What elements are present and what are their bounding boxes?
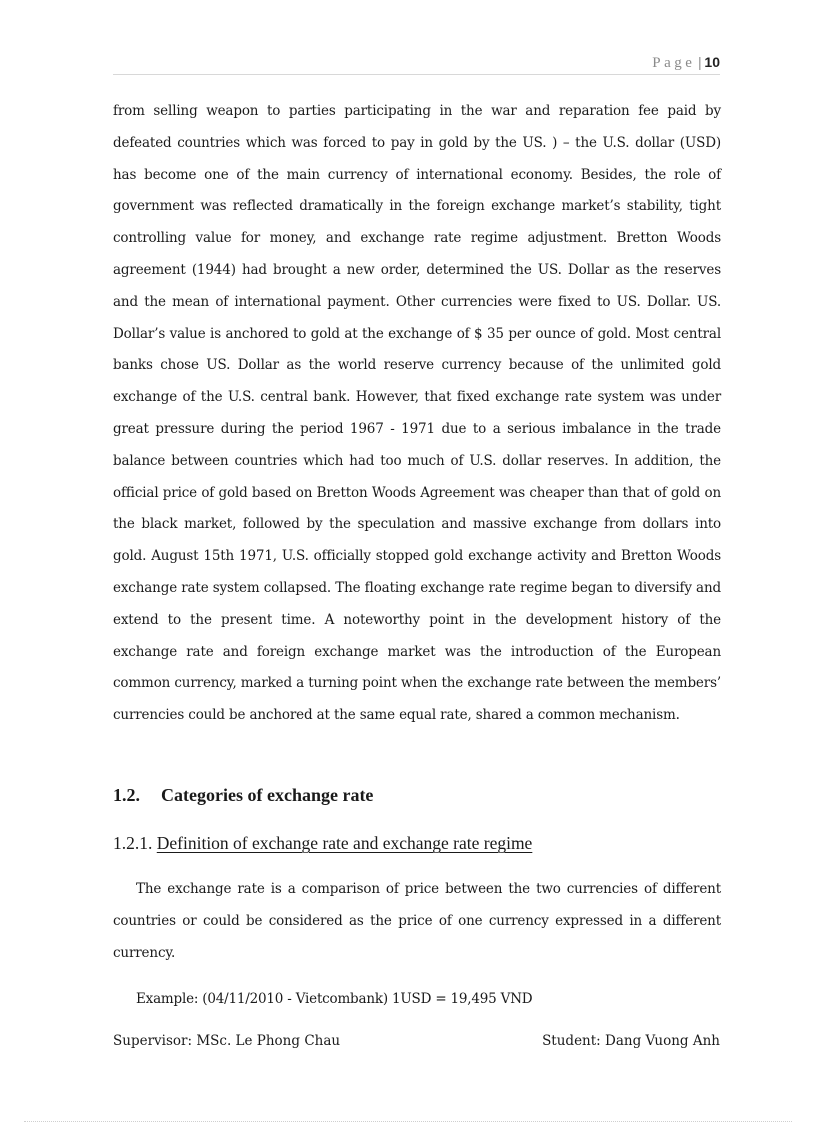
- subsection-title: Definition of exchange rate and exchange rate regime: [156, 833, 533, 853]
- definition-paragraph: The exchange rate is a comparison of price between the two currencies of different countries or could be considered as the price of one currency expressed in a different currency.: [113, 881, 721, 961]
- page-bottom-divider: [24, 1121, 792, 1122]
- section-number: 1.2.: [113, 785, 140, 805]
- page-footer: [113, 1026, 720, 1057]
- section-heading: [113, 782, 373, 808]
- footer-student: Student: Dang Vuong Anh: [542, 1033, 720, 1049]
- section-title: Categories of exchange rate: [161, 785, 374, 805]
- subsection-number: 1.2.1.: [113, 833, 153, 853]
- example-line: Example: (04/11/2010 - Vietcombank) 1USD = 19,495 VND: [136, 991, 533, 1007]
- page-number: 10: [704, 54, 720, 70]
- page-header: [113, 52, 720, 75]
- page-separator: |: [698, 55, 702, 71]
- body-paragraph: from selling weapon to parties participating in the war and reparation fee paid by defeated countries which was forced to pay in gold by the US. ) – the U.S. dollar (USD) has become one of the main currency of international economy. Besides, the role of government was reflected dramatically in the foreign exchange market’s stability, tight controlling value for money, and exchange rate regime adjustment. Bretton Woods agreement (1944) had brought a new order, determined the US. Dollar as the reserves and the mean of international payment. Other currencies were fixed to US. Dollar. US. Dollar’s value is anchored to gold at the exchange of $ 35 per ounce of gold. Most central banks chose US. Dollar as the world reserve currency because of the unlimited gold exchange of the U.S. central bank. However, that fixed exchange rate system was under great pressure during the period 1967 - 1971 due to a serious imbalance in the trade balance between countries which had too much of U.S. dollar reserves. In addition, the official price of gold based on Bretton Woods Agreement was cheaper than that of gold on the black market, followed by the speculation and massive exchange from dollars into gold. August 15th 1971, U.S. officially stopped gold exchange activity and Bretton Woods exchange rate system collapsed. The floating exchange rate regime began to diversify and extend to the present time. A noteworthy point in the development history of the exchange rate and foreign exchange market was the introduction of the European common currency, marked a turning point when the exchange rate between the members’ currencies could be anchored at the same equal rate, shared a common mechanism.: [113, 103, 721, 724]
- page-label: Page: [652, 55, 696, 71]
- page-number-block: [652, 52, 720, 73]
- footer-supervisor: Supervisor: MSc. Le Phong Chau: [113, 1033, 341, 1049]
- subsection-heading: [113, 830, 532, 856]
